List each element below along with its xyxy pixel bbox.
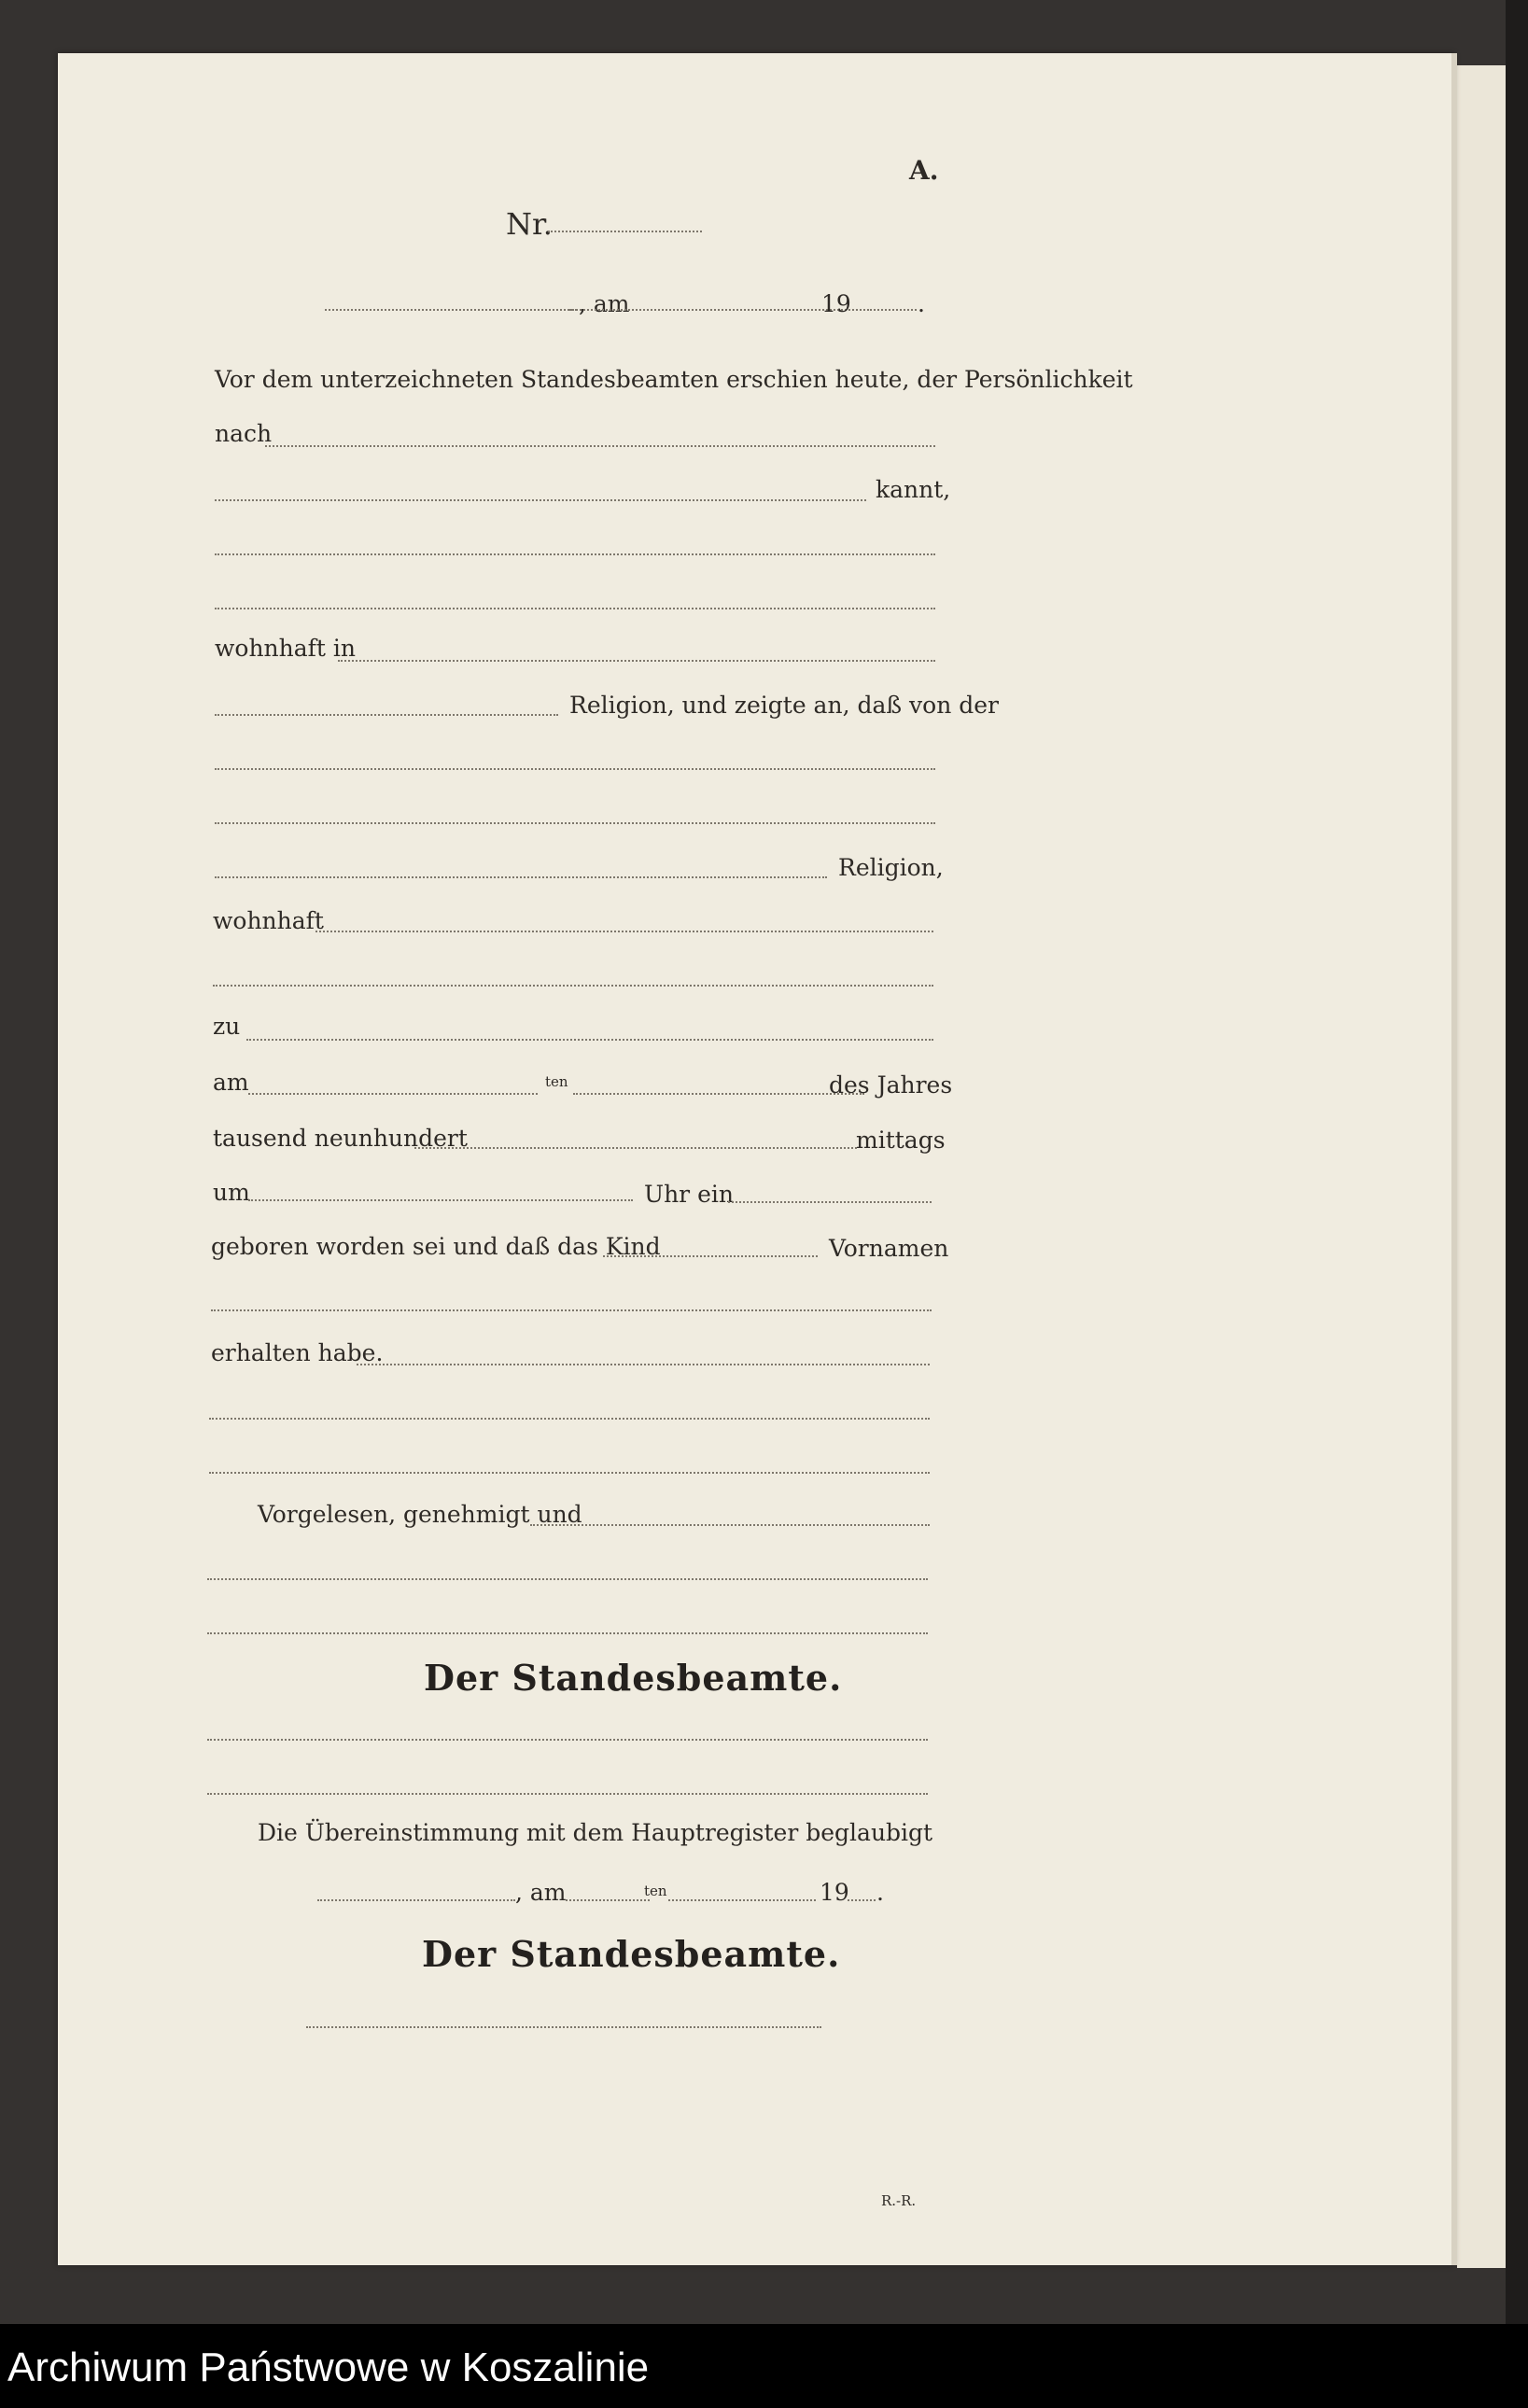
certification-year-prefix: 19: [820, 1879, 849, 1906]
nach-label: nach: [215, 420, 273, 447]
vornamen-label: Vornamen: [829, 1235, 949, 1262]
blank-line-3[interactable]: [215, 768, 935, 770]
registrar-heading: Der Standesbeamte.: [424, 1657, 843, 1699]
erhalten-label: erhalten habe.: [211, 1339, 384, 1366]
birth-year-field[interactable]: [414, 1147, 857, 1149]
blank-line-6[interactable]: [209, 1418, 930, 1420]
certification-period: .: [876, 1879, 884, 1906]
scan-border: [1506, 0, 1528, 2324]
archive-name: Archiwum Państwowe w Koszalinie: [7, 2345, 650, 2390]
geboren-text: geboren worden sei und daß das Kind: [211, 1233, 661, 1260]
date-am-label: , am: [579, 290, 630, 317]
certification-place-field[interactable]: [317, 1899, 515, 1901]
am-label: am: [213, 1069, 249, 1096]
religion-field[interactable]: [215, 714, 558, 716]
approval-field[interactable]: [530, 1524, 930, 1526]
child-field[interactable]: [603, 1255, 818, 1257]
archive-footer-bar: [0, 2324, 1528, 2408]
birth-month-field[interactable]: [573, 1093, 864, 1095]
civil-register-form: [58, 53, 1454, 2265]
printer-mark: R.-R.: [881, 2192, 917, 2209]
mother-religion-field[interactable]: [215, 876, 827, 878]
uhr-ein-label: Uhr ein: [644, 1181, 734, 1208]
gender-field[interactable]: [728, 1201, 932, 1203]
year-field[interactable]: [870, 309, 917, 311]
first-names-field-2[interactable]: [357, 1364, 930, 1365]
intro-text: Vor dem unterzeichneten Standesbeamten erschien heute, der Persönlichkeit: [215, 366, 1133, 393]
blank-line-1[interactable]: [215, 553, 935, 555]
number-field[interactable]: [548, 231, 702, 232]
religion-zeigte-text: Religion, und zeigte an, daß von der: [569, 692, 999, 719]
religion-label: Religion,: [838, 854, 944, 881]
person-field[interactable]: [265, 445, 935, 447]
wohnhaft-in-label: wohnhaft in: [215, 635, 357, 662]
place-field[interactable]: [325, 309, 577, 311]
person-field-2[interactable]: [215, 499, 866, 501]
mittags-label: mittags: [856, 1127, 946, 1154]
blank-line-5[interactable]: [213, 985, 933, 987]
ten-suffix: ten: [545, 1073, 568, 1090]
form-letter: A.: [909, 155, 939, 186]
um-label: um: [213, 1179, 250, 1206]
certification-text: Die Übereinstimmung mit dem Hauptregister beglaubigt: [258, 1819, 933, 1846]
year-prefix: 19: [821, 290, 851, 317]
des-jahres-label: des Jahres: [829, 1071, 953, 1099]
page-fold: [1451, 53, 1457, 2265]
zu-label: zu: [213, 1013, 241, 1040]
certification-am-label: , am: [515, 1879, 567, 1906]
residence-field[interactable]: [338, 660, 935, 662]
date-period: .: [918, 290, 925, 317]
registrar-signature-line-1[interactable]: [207, 1739, 928, 1741]
signature-line-1[interactable]: [207, 1578, 928, 1580]
certification-year-field[interactable]: [848, 1899, 876, 1901]
mother-residence-field[interactable]: [315, 931, 933, 932]
birth-day-field[interactable]: [248, 1093, 538, 1095]
blank-line-2[interactable]: [215, 608, 935, 609]
blank-line-4[interactable]: [215, 822, 935, 824]
number-label: Nr.: [506, 206, 553, 242]
vorgelesen-text: Vorgelesen, genehmigt und: [258, 1501, 582, 1528]
birthplace-field[interactable]: [246, 1039, 933, 1041]
registrar-signature-line-2[interactable]: [207, 1793, 928, 1795]
wohnhaft-label: wohnhaft: [213, 907, 324, 934]
kannt-label: kannt,: [876, 476, 951, 503]
certification-ten-suffix: ten: [644, 1883, 667, 1899]
registrar-signature-line-3[interactable]: [306, 2026, 821, 2028]
adjacent-page-edge: [1457, 65, 1506, 2268]
birth-hour-field[interactable]: [248, 1199, 633, 1201]
certification-month-field[interactable]: [668, 1899, 816, 1901]
certification-day-field[interactable]: [566, 1899, 650, 1901]
tausend-label: tausend neunhundert: [213, 1125, 468, 1152]
signature-line-2[interactable]: [207, 1632, 928, 1634]
registrar-heading-2: Der Standesbeamte.: [422, 1933, 841, 1975]
first-names-field[interactable]: [211, 1309, 932, 1311]
blank-line-7[interactable]: [209, 1472, 930, 1474]
